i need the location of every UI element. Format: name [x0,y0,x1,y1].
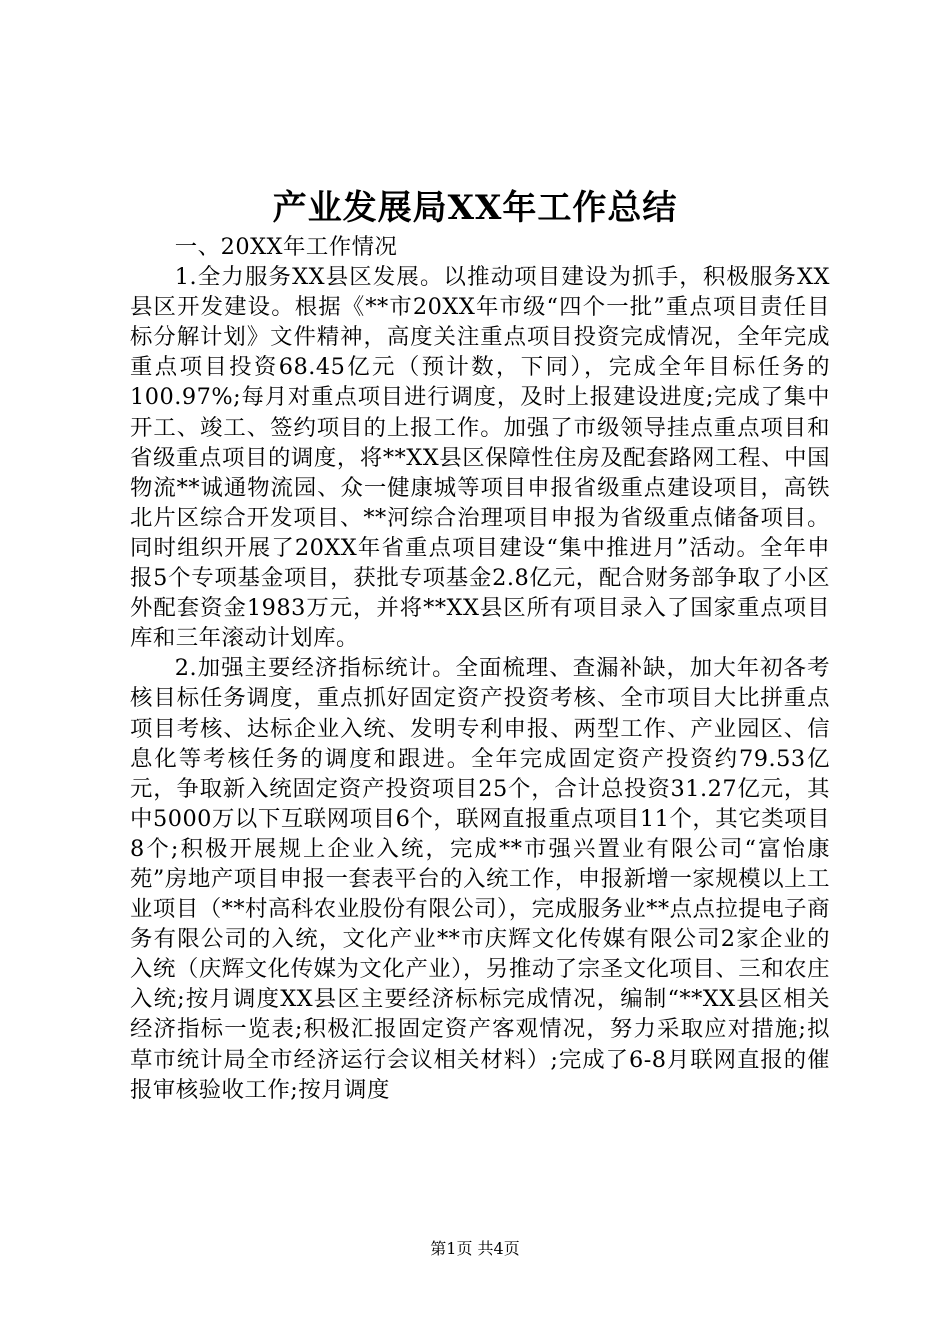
paragraph-1: 1.全力服务XX县区发展。以推动项目建设为抓手，积极服务XX县区开发建设。根据《**市20XX年市级“四个一批”重点项目责任目标分解计划》文件精神，高度关注重点项目投资完成情况，全年完成重点项目投资68.45亿元（预计数，下同），完成全年目标任务的100.97%;每月对重点项目进行调度，及时上报建设进度;完成了集中开工、竣工、签约项目的上报工作。加强了市级领导挂点重点项目和省级重点项目的调度，将**XX县区保障性住房及配套路网工程、中国物流**诚通物流园、众一健康城等项目申报省级重点建设项目，高铁北片区综合开发项目、**河综合治理项目申报为省级重点储备项目。同时组织开展了20XX年省重点项目建设“集中推进月”活动。全年申报5个专项基金项目，获批专项基金2.8亿元，配合财务部争取了小区外配套资金1983万元，并将**XX县区所有项目录入了国家重点项目库和三年滚动计划库。 [130,264,830,652]
document-body [130,232,830,1105]
page-footer: 第1页 共4页 [430,1239,520,1258]
section-heading: 一、20XX年工作情况 [174,234,398,260]
paragraph-2: 2.加强主要经济指标统计。全面梳理、查漏补缺，加大年初各考核目标任务调度，重点抓好固定资产投资考核、全市项目大比拼重点项目考核、达标企业入统、发明专利申报、两型工作、产业园区、信息化等考核任务的调度和跟进。全年完成固定资产投资约79.53亿元，争取新入统固定资产投资项目25个，合计总投资31.27亿元，其中5000万以下互联网项目6个，联网直报重点项目11个，其它类项目8个;积极开展规上企业入统，完成**市强兴置业有限公司“富怡康苑”房地产项目申报一套表平台的入统工作，申报新增一家规模以上工业项目（**村高科农业股份有限公司），完成服务业**点点拉提电子商务有限公司的入统，文化产业**市庆辉文化传媒有限公司2家企业的入统（庆辉文化传媒为文化产业），另推动了宗圣文化项目、三和农庄入统;按月调度XX县区主要经济标标完成情况，编制“**XX县区相关经济指标一览表;积极汇报固定资产客观情况，努力采取应对措施;拟草市统计局全市经济运行会议相关材料）;完成了6-8月联网直报的催报审核验收工作;按月调度 [130,655,830,1103]
document-title: 产业发展局XX年工作总结 [272,188,678,228]
